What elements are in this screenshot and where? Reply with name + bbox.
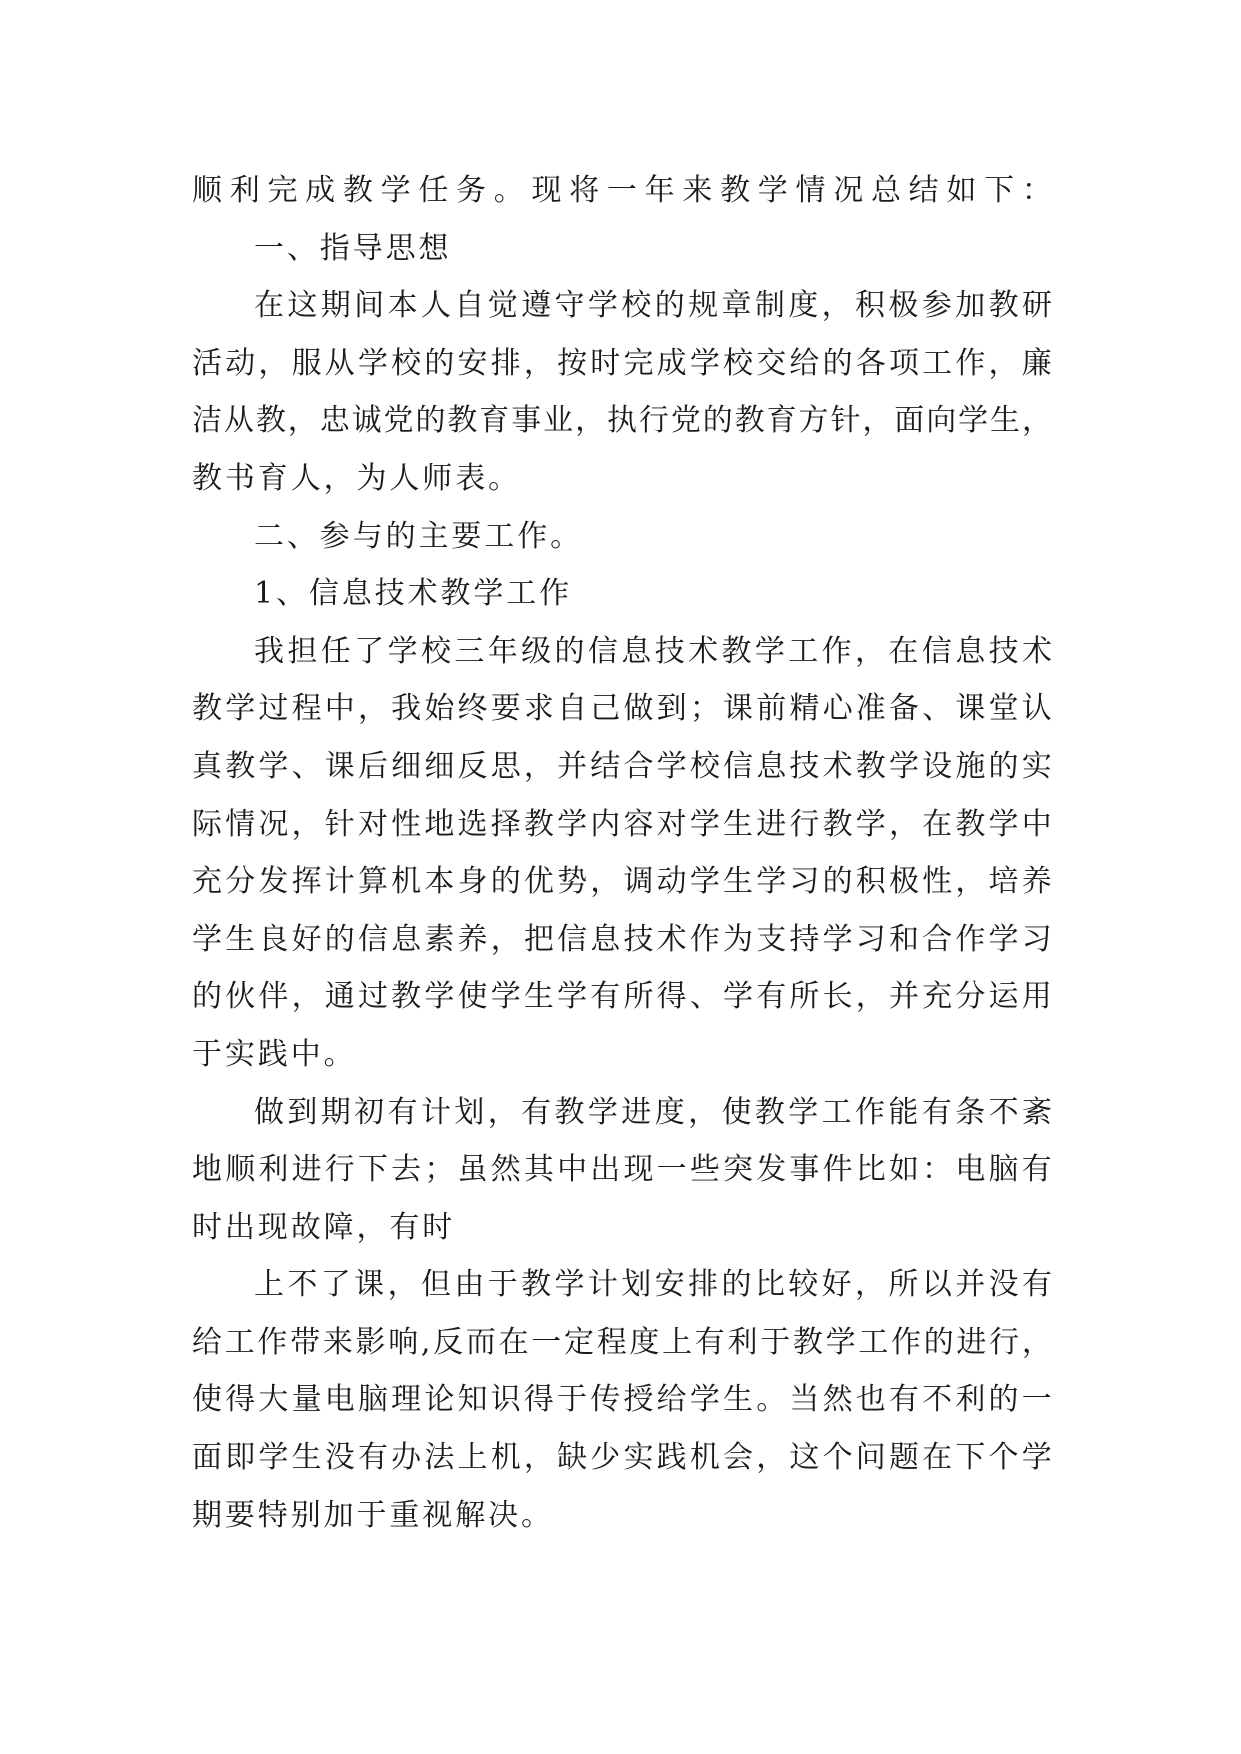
text-line: 期要特别加于重视解决。 — [192, 1497, 554, 1533]
text-line: 教书育人，为人师表。 — [192, 460, 521, 496]
text-line: 教 学 过 程 中 ， 我 始 终 要 求 自 己 做 到 ； 课 前 精 心 准 备 、 课 堂 认 — [192, 691, 1052, 727]
text-line: 活 动 ， 服 从 学 校 的 安 排 ， 按 时 完 成 学 校 交 给 的 各 项 工 作 ， 廉 — [192, 345, 1052, 381]
document-body — [192, 162, 1052, 1544]
text-line: 顺 利 完 成 教 学 任 务 。 现 将 一 年 来 教 学 情 况 总 结 如 下 ： — [192, 173, 1052, 208]
text-line: 我 担 任 了 学 校 三 年 级 的 信 息 技 术 教 学 工 作 ， 在 信 息 技 术 — [254, 633, 1052, 669]
text-line: 在 这 期 间 本 人 自 觉 遵 守 学 校 的 规 章 制 度 ， 积 极 参 加 教 研 — [254, 288, 1052, 324]
text-line: 际 情 况 ， 针 对 性 地 选 择 教 学 内 容 对 学 生 进 行 教 学 ， 在 教 学 中 — [192, 806, 1052, 842]
text-line: 1、信息技术教学工作 — [254, 576, 573, 612]
text-line: 面 即 学 生 没 有 办 法 上 机 ， 缺 少 实 践 机 会 ， 这 个 问 题 在 下 个 学 — [192, 1440, 1052, 1476]
text-line: 给 工 作 带 来 影 响 , 反 而 在 一 定 程 度 上 有 利 于 教 学 工 作 的 进 行 ， — [192, 1324, 1052, 1360]
text-line: 于实践中。 — [192, 1036, 357, 1072]
text-line: 学 生 良 好 的 信 息 素 养 ， 把 信 息 技 术 作 为 支 持 学 习 和 合 作 学 习 — [192, 921, 1052, 957]
text-line: 上 不 了 课 ， 但 由 于 教 学 计 划 安 排 的 比 较 好 ， 所 以 并 没 有 — [254, 1267, 1052, 1303]
text-line: 时出现故障，有时 — [192, 1209, 456, 1245]
text-line: 真 教 学 、 课 后 细 细 反 思 ， 并 结 合 学 校 信 息 技 术 教 学 设 施 的 实 — [192, 748, 1052, 784]
text-line: 一、指导思想 — [254, 230, 452, 266]
text-line: 做 到 期 初 有 计 划 ， 有 教 学 进 度 ， 使 教 学 工 作 能 有 条 不 紊 — [254, 1094, 1052, 1130]
text-line: 使 得 大 量 电 脑 理 论 知 识 得 于 传 授 给 学 生 。 当 然 也 有 不 利 的 一 — [192, 1382, 1052, 1418]
text-line: 的 伙 伴 ， 通 过 教 学 使 学 生 学 有 所 得 、 学 有 所 长 ， 并 充 分 运 用 — [192, 979, 1052, 1015]
text-line: 地 顺 利 进 行 下 去 ； 虽 然 其 中 出 现 一 些 突 发 事 件 比 如 ： 电 脑 有 — [192, 1152, 1052, 1188]
text-line: 二、参与的主要工作。 — [254, 518, 583, 554]
text-line: 充 分 发 挥 计 算 机 本 身 的 优 势 ， 调 动 学 生 学 习 的 积 极 性 ， 培 养 — [192, 864, 1052, 900]
text-line: 洁 从 教 ， 忠 诚 党 的 教 育 事 业 ， 执 行 党 的 教 育 方 针 ， 面 向 学 生 ， — [192, 403, 1052, 439]
